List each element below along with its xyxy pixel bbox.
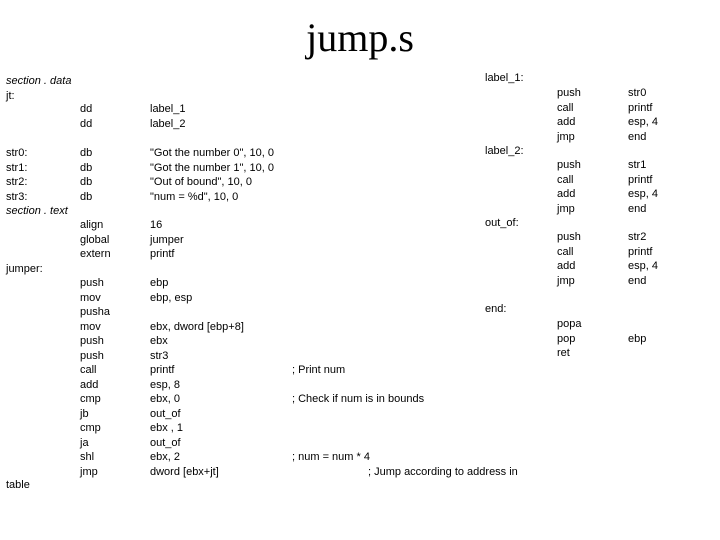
table-label: table [6,479,30,491]
dir-instr-align: align [80,219,104,231]
dir-op-printf: printf [150,248,175,260]
str-instr-1: db [80,161,93,174]
jumper-instr-1: mov [80,291,101,304]
out-of-instr-0: push [557,231,581,243]
label-1-op-0: str0 [628,87,647,99]
jumper-instr-8: cmp [80,393,101,405]
dir-op-16: 16 [150,219,163,231]
dir-instr-extern: extern [80,248,111,260]
str-op-2: "Out of bound", 10, 0 [150,176,252,188]
str-label-3: str3: [6,190,28,203]
jumper-instr-2: pusha [80,306,110,318]
jumper-instr-11: ja [80,436,89,449]
comment-num-times-4: ; num = num * 4 [292,451,370,463]
jumper-op-11: out_of [150,436,181,449]
out-of-instr-1: call [557,245,574,258]
jumper-instr-13: jmp [80,465,98,478]
jumper-label: jumper: [6,263,43,275]
jumper-instr-5: push [80,349,104,362]
comment-jump-according: ; Jump according to address in [368,465,518,478]
jumper-instr-6: call [80,364,97,376]
jumper-op-12: ebx, 2 [150,451,180,463]
jumper-instr-9: jb [80,407,89,420]
str-op-3: "num = %d", 10, 0 [150,190,239,203]
section-text-directive: section . text [6,205,68,217]
jumper-instr-10: cmp [80,422,101,434]
label-1-instr-1: call [557,101,574,114]
jumper-op-9: out_of [150,407,181,420]
str-label-1: str1: [6,161,28,174]
out-of-instr-3: jmp [557,274,575,287]
jumper-op-4: ebx [150,335,168,347]
jumper-instr-0: push [80,277,104,289]
label-1-op-3: end [628,130,647,143]
label-1-label: label_1: [485,72,524,84]
jumper-op-5: str3 [150,349,169,362]
jumper-instr-3: mov [80,320,101,333]
jumper-op-3: ebx, dword [ebp+8] [150,320,244,333]
label-2-op-2: esp, 4 [628,188,658,200]
label-2-op-1: printf [628,173,653,186]
label-2-instr-0: push [557,159,581,171]
str-op-1: "Got the number 1", 10, 0 [150,161,274,174]
out-of-op-1: printf [628,245,653,258]
jumper-op-0: ebp [150,277,169,289]
jt-instr-1: dd [80,103,93,115]
str-op-0: "Got the number 0", 10, 0 [150,147,274,159]
out-of-op-2: esp, 4 [628,260,658,272]
comment-print-num: ; Print num [292,364,346,376]
label-1-instr-0: push [557,87,581,99]
jumper-op-8: ebx, 0 [150,393,180,405]
dir-op-jumper: jumper [150,233,184,246]
jumper-instr-12: shl [80,451,95,463]
label-2-instr-2: add [557,188,576,200]
label-1-op-2: esp, 4 [628,116,658,128]
label-1-op-1: printf [628,101,653,114]
str-instr-3: db [80,190,93,203]
jumper-instr-4: push [80,335,104,347]
label-2-label: label_2: [485,145,524,157]
jt-label: jt: [6,90,15,102]
str-instr-0: db [80,147,93,159]
end-instr-1: pop [557,332,576,345]
out-of-label: out_of: [485,217,519,229]
jt-op-2: label_2 [150,118,186,130]
end-op-0: ebp [628,332,647,345]
str-label-0: str0: [6,147,28,159]
jt-op-1: label_1 [150,103,186,115]
str-label-2: str2: [6,176,28,188]
jumper-op-7: esp, 8 [150,378,180,391]
jumper-op-1: ebp, esp [150,291,193,304]
label-2-instr-3: jmp [557,202,575,215]
label-2-op-0: str1 [628,159,647,171]
jumper-op-10: ebx , 1 [150,422,184,434]
label-1-instr-2: add [557,116,576,128]
end-label: end: [485,303,507,315]
label-2-instr-1: call [557,173,574,186]
out-of-op-0: str2 [628,231,647,243]
jumper-op-6: printf [150,364,175,376]
end-instr-0: popa [557,318,582,330]
out-of-op-3: end [628,274,647,287]
str-instr-2: db [80,176,93,188]
label-1-instr-3: jmp [557,130,575,143]
label-2-op-3: end [628,202,647,215]
comment-check-bounds: ; Check if num is in bounds [292,393,425,405]
dir-instr-global: global [80,233,110,246]
out-of-instr-2: add [557,260,576,272]
slide-title: jump.s [306,15,414,60]
end-instr-2: ret [557,347,570,359]
jumper-op-13: dword [ebx+jt] [150,465,219,478]
jumper-instr-7: add [80,378,99,391]
jt-instr-2: dd [80,118,93,130]
section-data-directive: section . data [6,75,72,87]
